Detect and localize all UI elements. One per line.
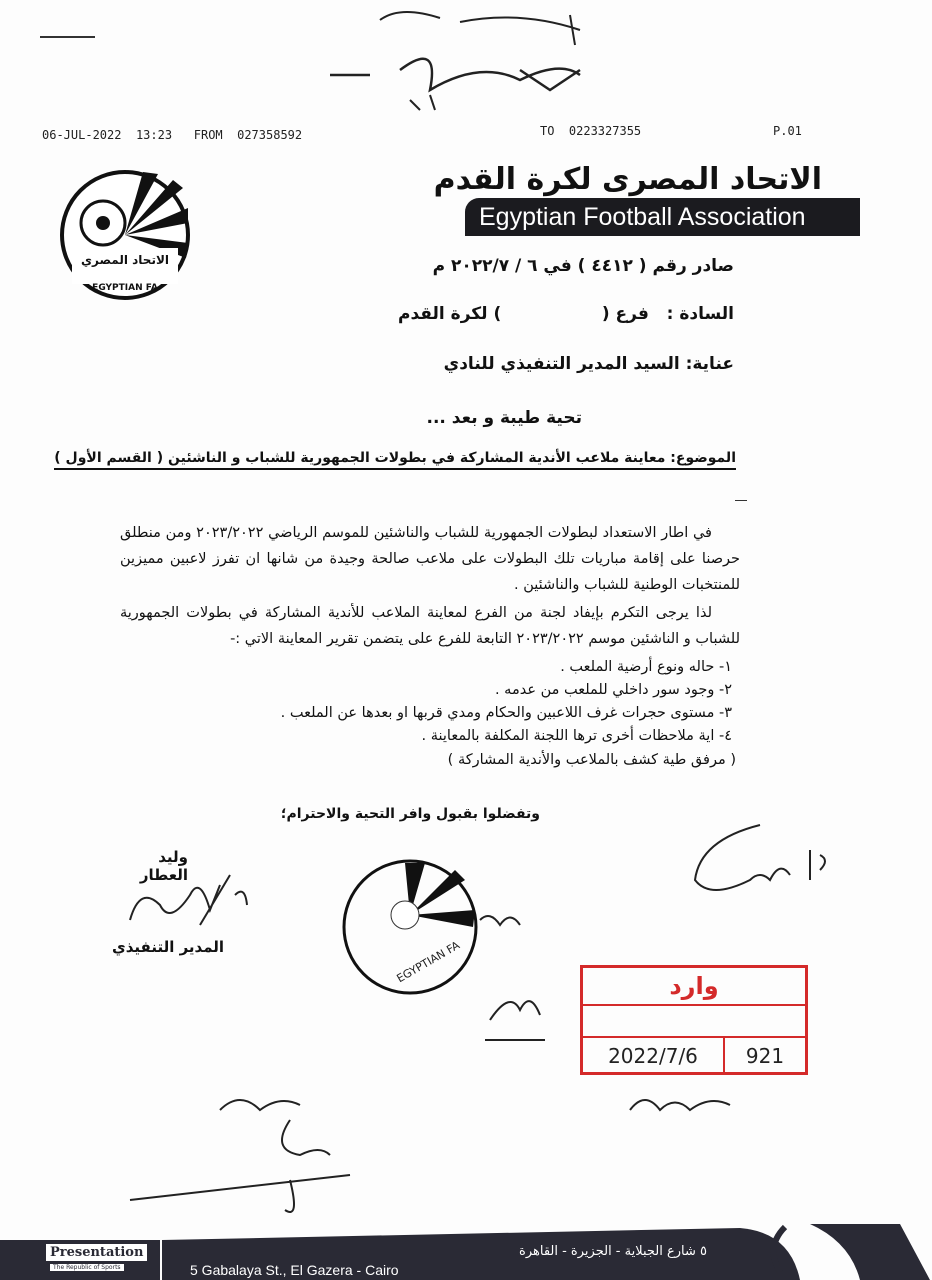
- footer-brand: Presentation: [46, 1244, 147, 1261]
- closing: وتفضلوا بقبول وافر التحية والاحترام؛: [280, 806, 540, 822]
- footer-address-english: 5 Gabalaya St., El Gazera - Cairo: [190, 1262, 399, 1278]
- list-item: ١- حاله ونوع أرضية الملعب .: [560, 659, 732, 675]
- attachment-note: ( مرفق طية كشف بالملاعب والأندية المشاركة ): [447, 752, 736, 768]
- letterhead-title-english: Egyptian Football Association: [465, 198, 860, 236]
- fax-to-number: 0223327355: [568, 124, 642, 138]
- handwritten-signatures: [120, 1080, 380, 1220]
- signature: [120, 865, 250, 935]
- letterhead-title-arabic: الاتحاد المصرى لكرة القدم: [433, 162, 822, 197]
- reference-number: صادر رقم ( ٤٤١٢ ) في ٦ / ٢٠٢٢/٧ م: [432, 256, 734, 276]
- list-item: ٤- اية ملاحظات أخرى ترها اللجنة المكلفة بالمعاينة .: [421, 728, 732, 744]
- handwritten-mark: [620, 1080, 740, 1120]
- footer-brand-sub: The Republic of Sports: [50, 1264, 124, 1271]
- efa-logo: [58, 168, 192, 302]
- handwritten-initials: [470, 900, 560, 1070]
- inspection-items: [281, 656, 732, 748]
- signatory-title: المدير التنفيذي: [112, 938, 225, 956]
- addressee-branch: السادة : فرع ( ) لكرة القدم: [398, 304, 734, 324]
- greeting: تحية طيبة و بعد ...: [426, 408, 582, 428]
- fax-to-label: TO: [540, 124, 555, 138]
- incoming-number: 921: [745, 1044, 785, 1068]
- fax-header-from: [42, 128, 302, 142]
- signatory-name: وليد العطار: [139, 848, 188, 884]
- fax-from-label: FROM: [193, 128, 223, 142]
- footer-address-arabic: ٥ شارع الجبلاية - الجزيرة - القاهرة: [519, 1244, 707, 1259]
- fax-from-number: 027358592: [237, 128, 303, 142]
- svg-text:الاتحاد المصري: الاتحاد المصري: [81, 253, 169, 267]
- divider: [40, 36, 95, 38]
- body-paragraph-1: في اطار الاستعداد لبطولات الجمهورية للشباب والناشئين للموسم الرياضي ٢٠٢٣/٢٠٢٢ ومن منطلق حرصنا على إقامة مباريات تلك البطولات على ملاعب صالحة وجيدة من شانها ان تفرز لاعبين مميزين للمنتخبات الوطنية للشباب والناشئين .: [120, 525, 740, 593]
- incoming-label: وارد: [583, 968, 805, 1006]
- fax-header-to: [540, 124, 641, 138]
- addressee-attention: عناية: السيد المدير التنفيذي للنادي: [443, 354, 734, 374]
- subject-line: الموضوع: معاينة ملاعب الأندية المشاركة في بطولات الجمهورية للشباب و الناشئين ( القسم الأول ): [54, 450, 736, 470]
- divider: [735, 500, 747, 501]
- fax-page: P.01: [773, 124, 802, 138]
- incoming-stamp: [580, 965, 808, 1075]
- fax-date: 06-JUL-2022: [42, 128, 122, 142]
- list-item: ٣- مستوى حجرات غرف اللاعبين والحكام ومدي قربها او بعدها عن الملعب .: [280, 705, 732, 721]
- svg-text:EGYPTIAN FA: EGYPTIAN FA: [394, 938, 462, 986]
- fax-time: 13:23: [135, 128, 173, 142]
- incoming-date: 2022/7/6: [583, 1038, 725, 1074]
- list-item: ٢- وجود سور داخلي للملعب من عدمه .: [494, 682, 732, 698]
- svg-text:EGYPTIAN FA: EGYPTIAN FA: [92, 283, 158, 293]
- body-paragraph-2: لذا يرجى التكرم بإيفاد لجنة من الفرع لمعاينة الملاعب للأندية المشاركة في بطولات الجمهورية للشباب و الناشئين موسم ٢٠٢٣/٢٠٢٢ التابعة للفرع على يتضمن تقرير المعاينة الاتي :-: [120, 605, 740, 647]
- handwritten-note: [680, 820, 840, 900]
- handwritten-annotation: [320, 0, 620, 120]
